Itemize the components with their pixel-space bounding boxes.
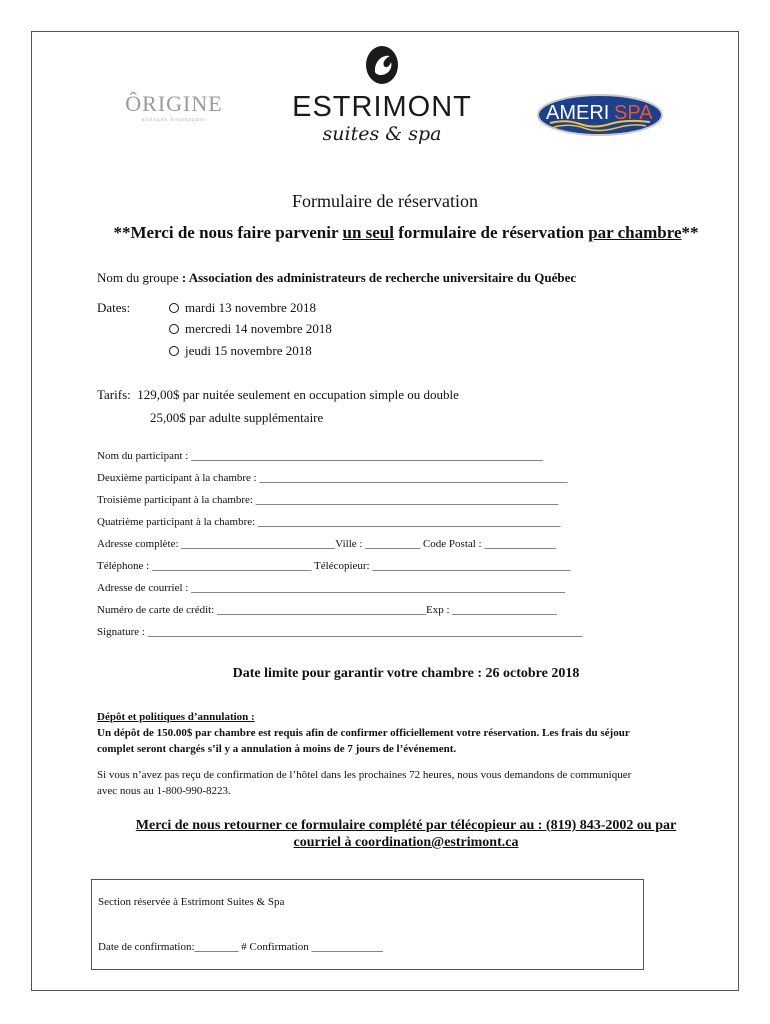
subtitle	[0, 223, 770, 243]
subtitle-emphasis-1: un seul	[342, 223, 394, 242]
deposit-line-2: complet seront chargés s’il y a annulation à moins de 7 jours de l’événement.	[97, 743, 457, 755]
fourth-participant-field[interactable]: Quatrième participant à la chambre: _______________________________________________________	[97, 516, 561, 528]
amerispa-badge-icon	[536, 93, 664, 137]
date-option-label: mardi 13 novembre 2018	[185, 300, 317, 315]
date-option-2[interactable]	[169, 321, 332, 337]
page-title: Formulaire de réservation	[292, 191, 478, 211]
tarifs-rate: 129,00$ par nuitée seulement en occupation simple ou double	[137, 387, 459, 402]
deposit-policy	[97, 709, 630, 757]
confirmation-info	[97, 767, 631, 799]
subtitle-emphasis-2: par chambre	[588, 223, 682, 242]
date-option-3[interactable]	[169, 343, 312, 359]
tarifs-extra: 25,00$ par adulte supplémentaire	[150, 410, 324, 425]
origine-logo-text: ÔRIGINE	[125, 91, 223, 116]
radio-icon[interactable]	[169, 324, 179, 334]
info-line-2: avec nous au 1-800-990-8223.	[97, 785, 231, 797]
origine-logo	[122, 93, 226, 123]
amerispa-right-text: SPA	[614, 102, 653, 124]
reserved-section	[91, 879, 644, 970]
phone-fax-field[interactable]: Téléphone : _____________________________ Télécopieur: ____________________________________	[97, 560, 571, 572]
third-participant-field[interactable]: Troisième participant à la chambre: _______________________________________________________	[97, 494, 559, 506]
signature-field[interactable]: Signature : _______________________________________________________________________________	[97, 626, 583, 638]
confirmation-fields[interactable]: Date de confirmation:________ # Confirmation _____________	[98, 941, 384, 953]
subtitle-part-2: formulaire de réservation	[393, 223, 589, 242]
radio-icon[interactable]	[169, 346, 179, 356]
subtitle-part-3: **	[681, 223, 699, 242]
deposit-line-1: Un dépôt de 150.00$ par chambre est requis afin de confirmer officiellement votre réservation. Les frais du séjour	[97, 727, 630, 739]
group-label: Nom du groupe	[97, 270, 182, 285]
deposit-heading: Dépôt et politiques d’annulation :	[97, 711, 255, 723]
return-line-2: courriel à coordination@estrimont.ca	[293, 835, 519, 850]
info-line-1: Si vous n’avez pas reçu de confirmation de l’hôtel dans les prochaines 72 heures, nous vous demandons de communiquer	[97, 769, 632, 781]
tarifs-label: Tarifs:	[97, 387, 131, 402]
date-option-label: mercredi 14 novembre 2018	[185, 321, 332, 336]
estrimont-logo	[292, 44, 472, 144]
tarifs-line-1	[97, 387, 459, 403]
reserved-section-title: Section réservée à Estrimont Suites & Spa	[98, 896, 285, 908]
radio-icon[interactable]	[169, 303, 179, 313]
date-option-label: jeudi 15 novembre 2018	[185, 343, 312, 358]
estrimont-emblem-icon	[364, 44, 400, 86]
amerispa-left-text: AMERI	[546, 102, 610, 124]
deadline-notice: Date limite pour garantir votre chambre : 26 octobre 2018	[232, 666, 580, 681]
credit-card-field[interactable]: Numéro de carte de crédit: ______________________________________Exp : ___________________	[97, 604, 557, 616]
estrimont-logo-script: suites & spa	[322, 123, 442, 145]
participant-field[interactable]: Nom du participant : ________________________________________________________________	[97, 450, 544, 462]
return-line-1: Merci de nous retourner ce formulaire complété par télécopieur au : (819) 843-2002 ou par	[135, 818, 677, 833]
dates-label: Dates:	[97, 300, 131, 315]
address-field[interactable]: Adresse complète: ____________________________Ville : __________ Code Postal : _____________	[97, 538, 556, 550]
estrimont-logo-text: ESTRIMONT	[292, 91, 472, 123]
origine-logo-subtext: artisans botaniques	[141, 117, 207, 123]
email-field[interactable]: Adresse de courriel : ____________________________________________________________________	[97, 582, 566, 594]
group-line	[97, 270, 576, 286]
date-option-1[interactable]	[169, 300, 316, 316]
group-name: : Association des administrateurs de recherche universitaire du Québec	[181, 270, 577, 285]
return-instructions	[0, 817, 770, 851]
subtitle-part-1: **Merci de nous faire parvenir	[113, 223, 343, 242]
amerispa-logo	[536, 93, 664, 142]
second-participant-field[interactable]: Deuxième participant à la chambre : ________________________________________________________	[97, 472, 568, 484]
